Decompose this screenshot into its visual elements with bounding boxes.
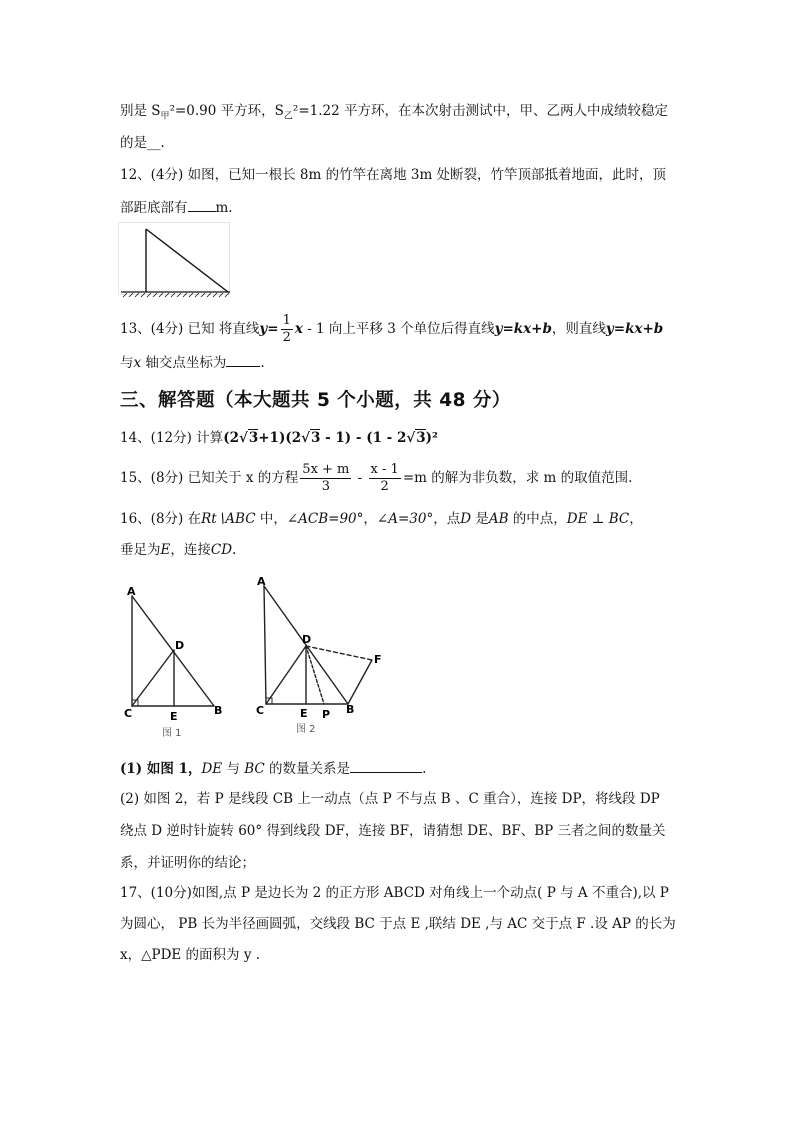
q15-frac2-num: x - 1 — [370, 462, 399, 477]
q14-expr3: - 1) - (1 - 2 — [320, 430, 407, 446]
q16-comma2: ， — [629, 511, 643, 527]
fig2-segment-cd — [266, 646, 306, 704]
q13-line2 — [120, 352, 680, 373]
q13-line-a: y=kx+b — [494, 321, 552, 337]
fig1-label-d: D — [175, 639, 185, 652]
q13-text-end: . — [260, 355, 265, 371]
q13-text-pre: 13、(4分) 已知 将直线 — [120, 321, 260, 337]
q14-radicand1: 3 — [248, 430, 259, 446]
q16-sub1-bc: BC — [244, 761, 265, 777]
q15-minus: - — [353, 470, 367, 486]
q13-line1 — [120, 312, 680, 346]
q16-text-is: 是 — [471, 511, 489, 527]
q13-x: x — [294, 321, 303, 337]
q14-expr4: )² — [425, 430, 438, 446]
q12-answer-blank[interactable] — [188, 197, 216, 212]
fig2-label-f: F — [374, 653, 382, 666]
q16-sub1-answer-blank[interactable] — [350, 758, 422, 773]
q12-text-pre: 部距底部有 — [120, 200, 188, 216]
q13-y: y — [259, 321, 268, 337]
q15-text-post: =m 的解为非负数，求 m 的取值范围. — [402, 470, 633, 486]
q16-text-mid: 中， — [255, 511, 287, 527]
q11-line2: 的是__. — [120, 135, 165, 151]
q17-line1: 17、(10分)如图,点 P 是边长为 2 的正方形 ABCD 对角线上一个动点( P 与 A 不重合),以 P — [120, 885, 669, 901]
fig2-label-b: B — [346, 703, 355, 716]
q14-radicand2: 3 — [311, 430, 321, 446]
q16-text-post: ，点 — [433, 511, 461, 527]
q12-bamboo-figure — [118, 222, 232, 300]
q16-sub1 — [120, 758, 680, 779]
q17-line2: 为圆心， PB 长为半径画圆弧，交线段 BC 于点 E ,联结 DE ,与 AC 交于点 F .设 AP 的长为 — [120, 916, 676, 932]
q16-angle1: ∠ACB=90° — [286, 511, 364, 527]
q11-sub-a: 甲 — [160, 111, 170, 122]
fig1-label-e: E — [170, 710, 178, 723]
q12-line2 — [120, 197, 680, 218]
q14-line — [120, 428, 680, 448]
q16-point-d: D — [460, 511, 472, 527]
fig2-label-c: C — [256, 704, 265, 717]
q16-sub1-de: DE — [201, 761, 223, 777]
q16-text-l2mid: ，连接 — [170, 542, 211, 558]
q16-sub2-line2: 绕点 D 逆时针旋转 60° 得到线段 DF，连接 BF，请猜想 DE、BF、BP 三者之间的数量关 — [120, 823, 666, 839]
q16-segment-ab: AB — [488, 511, 509, 527]
q11-line1 — [120, 101, 680, 127]
q16-sub2-line3: 系，并证明你的结论； — [120, 855, 255, 871]
q16-comma1: ， — [363, 511, 377, 527]
q16-sub1-mid: 与 — [222, 761, 245, 777]
q12-text-post: m. — [215, 200, 233, 216]
fig2-segment-bf — [348, 660, 372, 704]
q13-eq: = — [267, 321, 279, 337]
q15-fraction1 — [300, 462, 351, 495]
q16-sub1-pre: (1) 如图 1， — [120, 761, 202, 777]
q13-frac-den: 2 — [282, 330, 291, 345]
q16-sub2-line1: (2) 如图 2，若 P 是线段 CB 上一动点（点 P 不与点 B 、C 重合），连接 DP，将线段 DP — [120, 791, 660, 807]
q16-text-l2end: . — [232, 542, 237, 558]
q14-radicand3: 3 — [416, 430, 426, 446]
q16-point-e: E — [160, 542, 171, 558]
q15-frac2-den: 2 — [380, 479, 389, 494]
q13-l2-x: x — [133, 355, 142, 371]
section-heading: 三、解答题（本大题共 5 个小题，共 48 分） — [120, 390, 511, 411]
q14-expression: (2√3+1)(2√3 - 1) - (1 - 2√3)² — [223, 430, 438, 446]
q15-fraction2 — [369, 462, 401, 495]
q16-segment-cd: CD — [210, 542, 233, 558]
q15-text-pre: 15、(8分) 已知关于 x 的方程 — [120, 470, 299, 486]
fig1-caption: 图 1 — [162, 728, 182, 738]
q15-line — [120, 458, 680, 498]
q13-text-mid2: ，则直线 — [551, 321, 606, 337]
q13-fraction — [281, 313, 293, 346]
q11-text-a: 别是 S — [120, 103, 161, 119]
fig2-caption: 图 2 — [296, 724, 316, 735]
q14-expr1: (2 — [223, 430, 239, 446]
fig2-label-a: A — [257, 575, 266, 588]
fig2-label-d: D — [302, 633, 312, 646]
q16-text-pre: 16、(8分) 在 — [120, 511, 202, 527]
fig1-label-c: C — [124, 707, 133, 720]
fig2-label-p: P — [322, 708, 331, 721]
q17-line3: x，△PDE 的面积为 y . — [120, 947, 261, 963]
q16-line2 — [120, 540, 680, 560]
q11-text-b: ²=0.90 平方环，S — [169, 103, 284, 119]
q16-sub1-end: . — [422, 761, 427, 777]
fig1-segment-cd — [132, 650, 174, 706]
fig1-label-b: B — [214, 704, 223, 717]
fig2-label-e: E — [300, 707, 308, 720]
q16-triangle: Rt∖ABC — [201, 511, 256, 527]
q16-perpendicular: DE ⊥ BC — [566, 511, 630, 527]
fig1-label-a: A — [127, 585, 136, 598]
q13-frac-num: 1 — [282, 313, 291, 328]
q16-text-l2pre: 垂足为 — [120, 542, 161, 558]
q16-sub1-post: 的数量关系是 — [264, 761, 351, 777]
q13-text-l2post: 轴交点坐标为 — [141, 355, 227, 371]
q16-line1 — [120, 509, 680, 529]
q15-frac1-den: 3 — [321, 479, 330, 494]
q15-frac1-num: 5x + m — [302, 462, 350, 477]
q16-figure-2 — [250, 572, 400, 738]
q14-expr2: +1)(2 — [258, 430, 302, 446]
fig2-segment-ac — [264, 586, 266, 704]
q11-sub-b: 乙 — [283, 111, 293, 122]
q16-angle2: ∠A=30° — [376, 511, 434, 527]
q16-figure-1 — [118, 578, 238, 738]
q13-text-mid: - 1 向上平移 3 个单位后得直线 — [302, 321, 495, 337]
fig2-segment-dp — [306, 646, 324, 704]
figure-frame — [119, 223, 230, 295]
q11-text-c: ²=1.22 平方环，在本次射击测试中，甲、乙两人中成绩较稳定 — [292, 103, 668, 119]
q12-line1: 12、(4分) 如图，已知一根长 8m 的竹竿在离地 3m 处断裂，竹竿顶部抵着地面，此时，顶 — [120, 167, 667, 183]
q16-text-midpoint: 的中点， — [508, 511, 567, 527]
q13-text-l2pre: 与 — [120, 355, 134, 371]
q13-answer-blank[interactable] — [226, 352, 260, 367]
bamboo-broken-part — [146, 229, 228, 292]
q13-line-b: y=kx+b — [605, 321, 664, 337]
q14-text-pre: 14、(12分) 计算 — [120, 430, 224, 446]
